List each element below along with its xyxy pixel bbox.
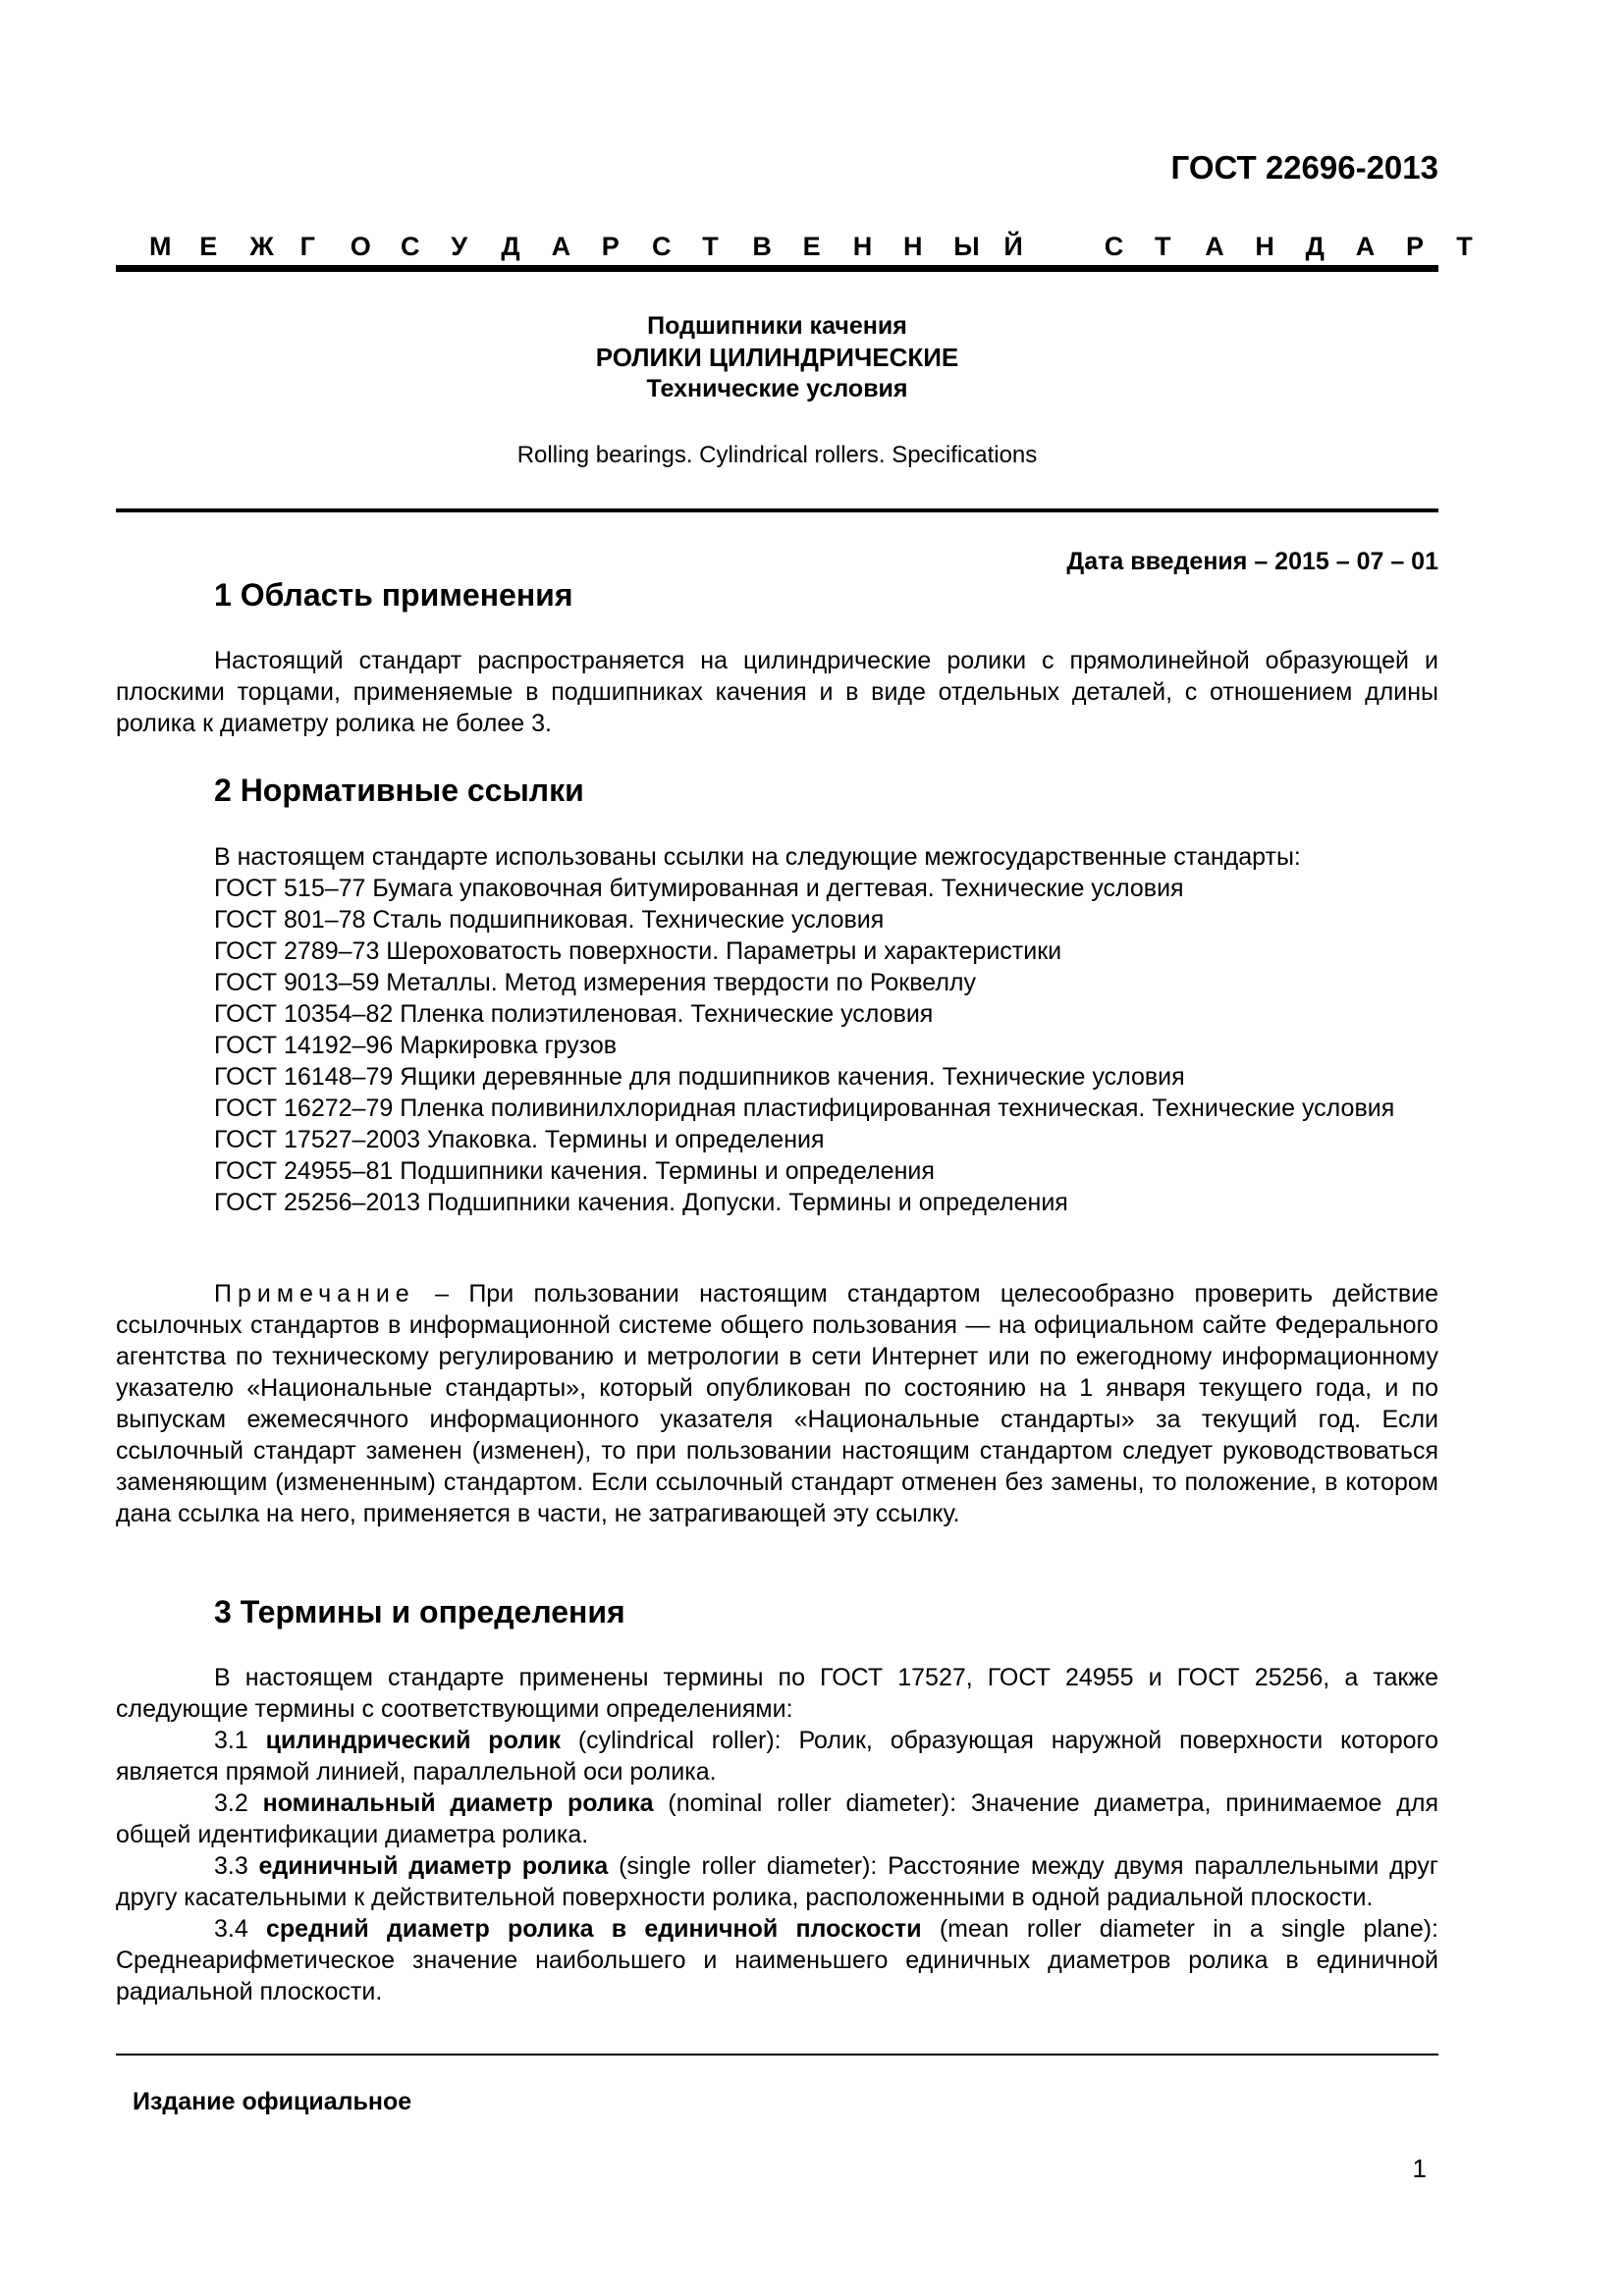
edition-label: Издание официальное — [133, 2088, 412, 2115]
term-definition: (mean roller diameter in a single plane): Среднеарифметическое значение наибольшего и наименьшего единичных диаметров ролика в единичной радиальной плоскости. — [116, 1915, 1438, 2005]
section-3-heading: 3 Термины и определения — [214, 1594, 625, 1629]
term-name: средний диаметр ролика в единичной плоскости — [265, 1915, 922, 1943]
standard-kind-letter: С — [652, 232, 672, 261]
standard-kind-letter: Т — [1155, 232, 1171, 261]
references-intro: В настоящем стандарте использованы ссылки на следующие межгосударственные стандарты: — [214, 843, 1301, 871]
header-rule — [116, 265, 1438, 272]
term-item — [116, 1725, 1438, 1788]
references-list — [116, 873, 1438, 1218]
term-number: 3.2 — [214, 1789, 263, 1817]
term-definition: (single roller diameter): Расстояние между двумя параллельными друг другу касательными к действительной поверхности ролика, расположенными в одной радиальной плоскости. — [116, 1852, 1438, 1911]
section-2-heading: 2 Нормативные ссылки — [214, 773, 584, 808]
reference-item: ГОСТ 24955–81 Подшипники качения. Термины и определения — [214, 1157, 935, 1185]
standard-kind-letter: Н — [903, 232, 923, 261]
term-definition: (nominal roller diameter): Значение диаметра, принимаемое для общей идентификации диаметра ролика. — [116, 1789, 1439, 1848]
section-1-body — [116, 645, 1438, 739]
note-text: – При пользовании настоящим стандартом целесообразно проверить действие ссылочных стандартов в информационной системе общего пользования — на официальном сайте Федерального агентства по техническому регулированию и метрологии в сети Интернет или по ежегодному информационному указателю «Национальные стандарты», который опубликован по состоянию на 1 января текущего года, и по выпускам ежемесячного информационного указателя «Национальные стандарты» за текущий год. Если ссылочный стандарт заменен (изменен), то при пользовании настоящим стандартом следует руководствоваться заменяющим (измененным) стандартом. Если ссылочный стандарт отменен без замены, то положение, в котором дана ссылка на него, применяется в части, не затрагивающей эту ссылку. — [116, 1280, 1438, 1527]
standard-kind-letter: А — [1355, 232, 1376, 261]
standard-kind-letter: В — [752, 232, 772, 261]
standard-kind-letter: Т — [702, 232, 719, 261]
standard-kind-letter: С — [1104, 232, 1124, 261]
reference-item: ГОСТ 515–77 Бумага упаковочная битумированная и дегтевая. Технические условия — [214, 875, 1184, 902]
standard-kind-letter: А — [1205, 232, 1224, 261]
standard-kind-letter: М — [149, 232, 172, 261]
reference-item: ГОСТ 16272–79 Пленка поливинилхлоридная пластифицированная техническая. Технические условия — [214, 1095, 1395, 1122]
standard-kind-letter: Н — [1255, 232, 1274, 261]
term-name: номинальный диаметр ролика — [262, 1789, 654, 1817]
reference-item: ГОСТ 2789–73 Шероховатость поверхности. Параметры и характеристики — [214, 937, 1062, 965]
title-line-3: Технические условия — [646, 375, 908, 402]
term-item — [116, 1850, 1438, 1913]
standard-kind-letter: Н — [852, 232, 873, 261]
standard-kind-letter: Т — [1456, 232, 1473, 261]
standard-kind-letter: Г — [299, 232, 315, 261]
term-item — [116, 1788, 1438, 1850]
note-paragraph — [116, 1278, 1438, 1529]
section-1-heading: 1 Область применения — [214, 577, 573, 613]
terms-intro: В настоящем стандарте применены термины по ГОСТ 17527, ГОСТ 24955 и ГОСТ 25256, а также следующие термины с соответствующими определениями: — [116, 1664, 1438, 1723]
footer-rule — [116, 2054, 1438, 2056]
standard-kind-letter: А — [551, 232, 571, 261]
term-name: единичный диаметр ролика — [258, 1852, 609, 1880]
reference-item: ГОСТ 25256–2013 Подшипники качения. Допуски. Термины и определения — [214, 1189, 1068, 1216]
term-number: 3.4 — [214, 1915, 266, 1943]
standard-kind-letter: У — [451, 232, 467, 261]
standard-kind-letter: Ы — [953, 232, 980, 261]
reference-item: ГОСТ 16148–79 Ящики деревянные для подшипников качения. Технические условия — [214, 1063, 1185, 1091]
reference-item: ГОСТ 14192–96 Маркировка грузов — [214, 1032, 618, 1059]
note-label: Примечание — [214, 1280, 415, 1308]
term-number: 3.3 — [214, 1852, 259, 1880]
page-number: 1 — [1412, 2154, 1427, 2183]
standard-kind-letter: Е — [802, 232, 821, 261]
reference-item: ГОСТ 10354–82 Пленка полиэтиленовая. Технические условия — [214, 1000, 934, 1028]
title-main: РОЛИКИ ЦИЛИНДРИЧЕСКИЕ — [595, 343, 959, 372]
section-3-body — [116, 1662, 1438, 2007]
title-line-1: Подшипники качения — [647, 312, 907, 340]
term-item — [116, 1913, 1438, 2007]
standard-kind-letter: О — [350, 232, 371, 261]
standard-kind-letter: Р — [1406, 232, 1425, 261]
term-number: 3.1 — [214, 1727, 266, 1754]
reference-item: ГОСТ 17527–2003 Упаковка. Термины и определения — [214, 1126, 825, 1153]
standard-kind-letter: С — [401, 232, 420, 261]
note-block — [116, 1278, 1438, 1529]
section-2-body — [116, 841, 1438, 1218]
date-of-introduction: Дата введения – 2015 – 07 – 01 — [1066, 548, 1438, 575]
title-block — [116, 310, 1438, 404]
document-code: ГОСТ 22696-2013 — [1170, 149, 1438, 186]
title-rule — [116, 508, 1438, 512]
standard-kind-letter: Е — [199, 232, 218, 261]
standard-kind-letter: Д — [1305, 232, 1325, 261]
term-name: цилиндрический ролик — [265, 1727, 561, 1754]
title-english: Rolling bearings. Cylindrical rollers. Specifications — [516, 442, 1038, 468]
reference-item: ГОСТ 801–78 Сталь подшипниковая. Технические условия — [214, 906, 885, 934]
standard-kind-letter: Д — [501, 232, 520, 261]
standard-kind-letter: Р — [601, 232, 620, 261]
standard-kind-letter: Й — [1003, 232, 1023, 261]
section-1-paragraph: Настоящий стандарт распространяется на цилиндрические ролики с прямолинейной образующей и плоскими торцами, применяемые в подшипниках качения и в виде отдельных деталей, с отношением длины ролика к диаметру ролика не более 3. — [116, 647, 1438, 737]
standard-kind-letter: Ж — [249, 232, 274, 261]
reference-item: ГОСТ 9013–59 Металлы. Метод измерения твердости по Роквеллу — [214, 969, 976, 996]
term-definition: (cylindrical roller): Ролик, образующая наружной поверхности которого является прямой линией, параллельной оси ролика. — [116, 1727, 1438, 1786]
